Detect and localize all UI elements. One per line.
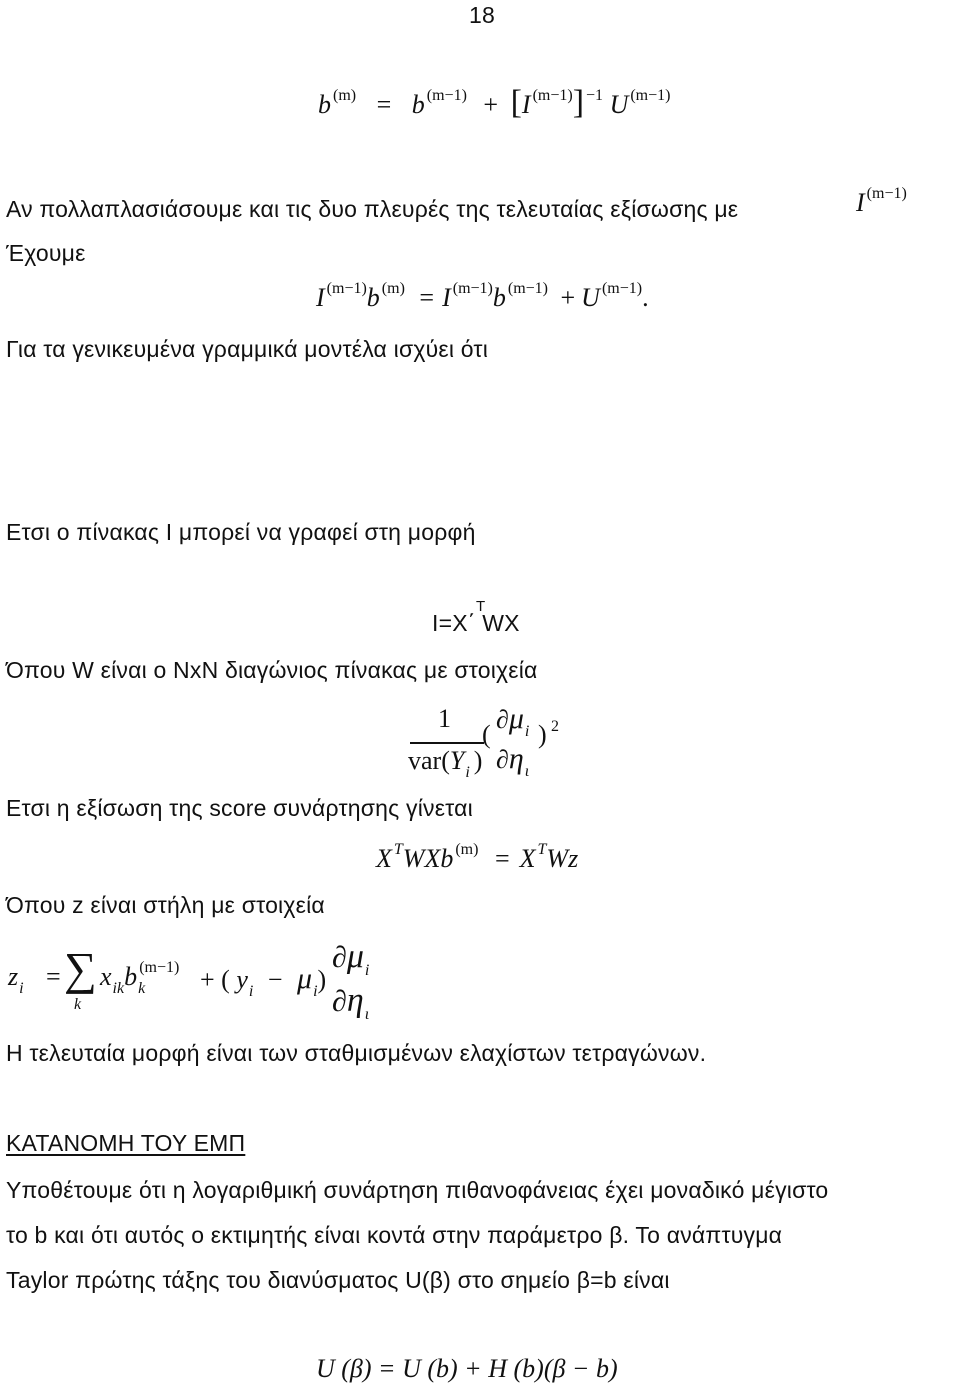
- derivative-numerator: [496, 702, 530, 740]
- formula-text: I=X΄ WX: [432, 610, 520, 636]
- z-derivative-numerator: [332, 938, 370, 979]
- minus-sign: −: [267, 965, 283, 994]
- superscript: (m−1): [507, 280, 548, 297]
- plus-sign: +: [560, 283, 576, 312]
- close-paren: ): [538, 720, 547, 749]
- superscript: (m−1): [532, 87, 573, 104]
- subscript-i: i: [19, 980, 24, 997]
- symbol-Wz: Wz: [546, 844, 579, 873]
- subscript-k: k: [138, 980, 146, 997]
- z-derivative-denominator: [332, 982, 370, 1023]
- symbol-b: b: [318, 90, 331, 119]
- symbol-x: x: [100, 962, 112, 991]
- text-w-diagonal: Όπου W είναι ο NxN διαγώνιος πίνακας με στοιχεία: [6, 657, 538, 683]
- fraction-numerator: 1: [438, 704, 451, 733]
- subscript-i: ι: [524, 763, 530, 780]
- superscript: (m): [455, 841, 479, 858]
- plus-sign: +: [200, 965, 215, 994]
- equals-sign: =: [46, 962, 61, 991]
- symbol-mu: μ: [508, 702, 524, 735]
- symbol-I: I: [316, 283, 325, 312]
- paragraph-line-3: Taylor πρώτης τάξης του διανύσματος U(β) στο σημείο β=b είναι: [6, 1267, 670, 1293]
- z-lhs: [8, 962, 24, 997]
- open-paren: (: [482, 720, 491, 749]
- partial-symbol: ∂: [332, 941, 347, 974]
- equals-sign: =: [494, 844, 510, 873]
- multiplied-equation: [316, 280, 649, 313]
- inline-I-m-1: [856, 185, 907, 218]
- superscript: (m−1): [139, 959, 180, 976]
- equals-sign: =: [376, 90, 392, 119]
- subscript-i: i: [465, 764, 470, 781]
- text-multiply-sentence: Αν πολλαπλασιάσουμε και τις δυο πλευρές της τελευταίας εξίσωσης με: [6, 196, 739, 222]
- subscript-i: i: [248, 983, 254, 1000]
- taylor-expansion-equation: U (β) = U (b) + H (b)(β − b): [316, 1354, 618, 1383]
- symbol-b: b: [366, 283, 380, 312]
- paren: ): [317, 965, 327, 994]
- derivative-denominator: [496, 742, 530, 780]
- symbol-U: U: [581, 283, 600, 312]
- page-number: 18: [469, 2, 495, 28]
- paragraph-line-1: Υποθέτουμε ότι η λογαριθμική συνάρτηση πιθανοφάνειας έχει μοναδικό μέγιστο: [6, 1177, 829, 1203]
- subscript-i: i: [364, 962, 370, 979]
- update-equation: [318, 84, 670, 122]
- symbol-eta: η: [508, 742, 524, 775]
- symbol-I: I: [442, 283, 451, 312]
- symbol-b: b: [411, 90, 425, 119]
- partial-symbol: ∂: [496, 705, 509, 734]
- sum-index-k: k: [74, 996, 82, 1013]
- text-score-equation: Ετσι η εξίσωση της score συνάρτησης γίνεται: [6, 795, 473, 821]
- var-label: var(: [408, 746, 450, 775]
- symbol-X: X: [519, 844, 536, 873]
- weighted-normal-equation: [376, 841, 579, 874]
- symbol-WXb: WXb: [402, 844, 454, 873]
- paragraph-line-2: το b και ότι αυτός ο εκτιμητής είναι κοντά στην παράμετρο β. Το ανάπτυγμα: [6, 1222, 783, 1248]
- subscript-i: i: [524, 723, 530, 740]
- subscript-ik: ik: [112, 980, 125, 997]
- subscript-i: i: [313, 983, 318, 1000]
- text-final-form: Η τελευταία μορφή είναι των σταθμισμένων ελαχίστων τετραγώνων.: [6, 1040, 707, 1066]
- symbol-z: z: [8, 962, 19, 991]
- symbol-I: I: [856, 188, 865, 217]
- superscript: (m): [381, 280, 405, 297]
- symbol-Y: Y: [449, 746, 465, 775]
- fraction-denominator: [408, 746, 483, 781]
- symbol-I: I: [521, 90, 531, 119]
- symbol-mu: μ: [297, 962, 313, 995]
- superscript: (m−1): [426, 87, 467, 104]
- superscript: (m): [333, 87, 357, 104]
- symbol-eta: η: [346, 982, 364, 1019]
- equals-sign: =: [419, 283, 435, 312]
- plus-sign: +: [483, 90, 499, 119]
- paren: ): [473, 746, 483, 775]
- symbol-b: b: [124, 962, 138, 991]
- symbol-mu: μ: [346, 938, 364, 975]
- superscript-T: T: [537, 841, 547, 858]
- fraction-bar: [410, 742, 484, 744]
- superscript: (m−1): [866, 185, 907, 202]
- paren: (: [221, 965, 230, 994]
- square-exponent: 2: [551, 718, 559, 735]
- z-sum-term: [100, 959, 180, 997]
- superscript-T: T: [393, 841, 403, 858]
- symbol-y: y: [236, 965, 248, 994]
- subscript-i: ι: [364, 1006, 370, 1023]
- partial-symbol: ∂: [496, 745, 509, 774]
- z-residual-term: [200, 962, 327, 1000]
- superscript: (m−1): [601, 280, 643, 297]
- superscript: (m−1): [630, 87, 671, 104]
- text-we-have: Έχουμε: [6, 240, 86, 266]
- text-matrix-form: Ετσι ο πίνακας I μπορεί να γραφεί στη μορφή: [6, 519, 476, 545]
- left-bracket: [: [510, 84, 522, 121]
- right-bracket: ]: [572, 84, 585, 121]
- symbol-U: U: [609, 90, 629, 119]
- sum-symbol: ∑: [64, 943, 97, 994]
- symbol-X: X: [376, 844, 392, 873]
- partial-symbol: ∂: [332, 985, 347, 1018]
- superscript-inverse: −1: [586, 87, 604, 104]
- transpose-superscript: T: [476, 598, 486, 615]
- symbol-b: b: [492, 283, 506, 312]
- period: .: [642, 283, 649, 312]
- text-glm-sentence: Για τα γενικευμένα γραμμικά μοντέλα ισχύει ότι: [6, 336, 489, 362]
- text-z-column: Όπου z είναι στήλη με στοιχεία: [6, 892, 325, 918]
- superscript: (m−1): [452, 280, 493, 297]
- section-heading: ΚΑΤΑΝΟΜΗ ΤΟΥ ΕΜΠ: [6, 1130, 246, 1156]
- superscript: (m−1): [326, 280, 367, 297]
